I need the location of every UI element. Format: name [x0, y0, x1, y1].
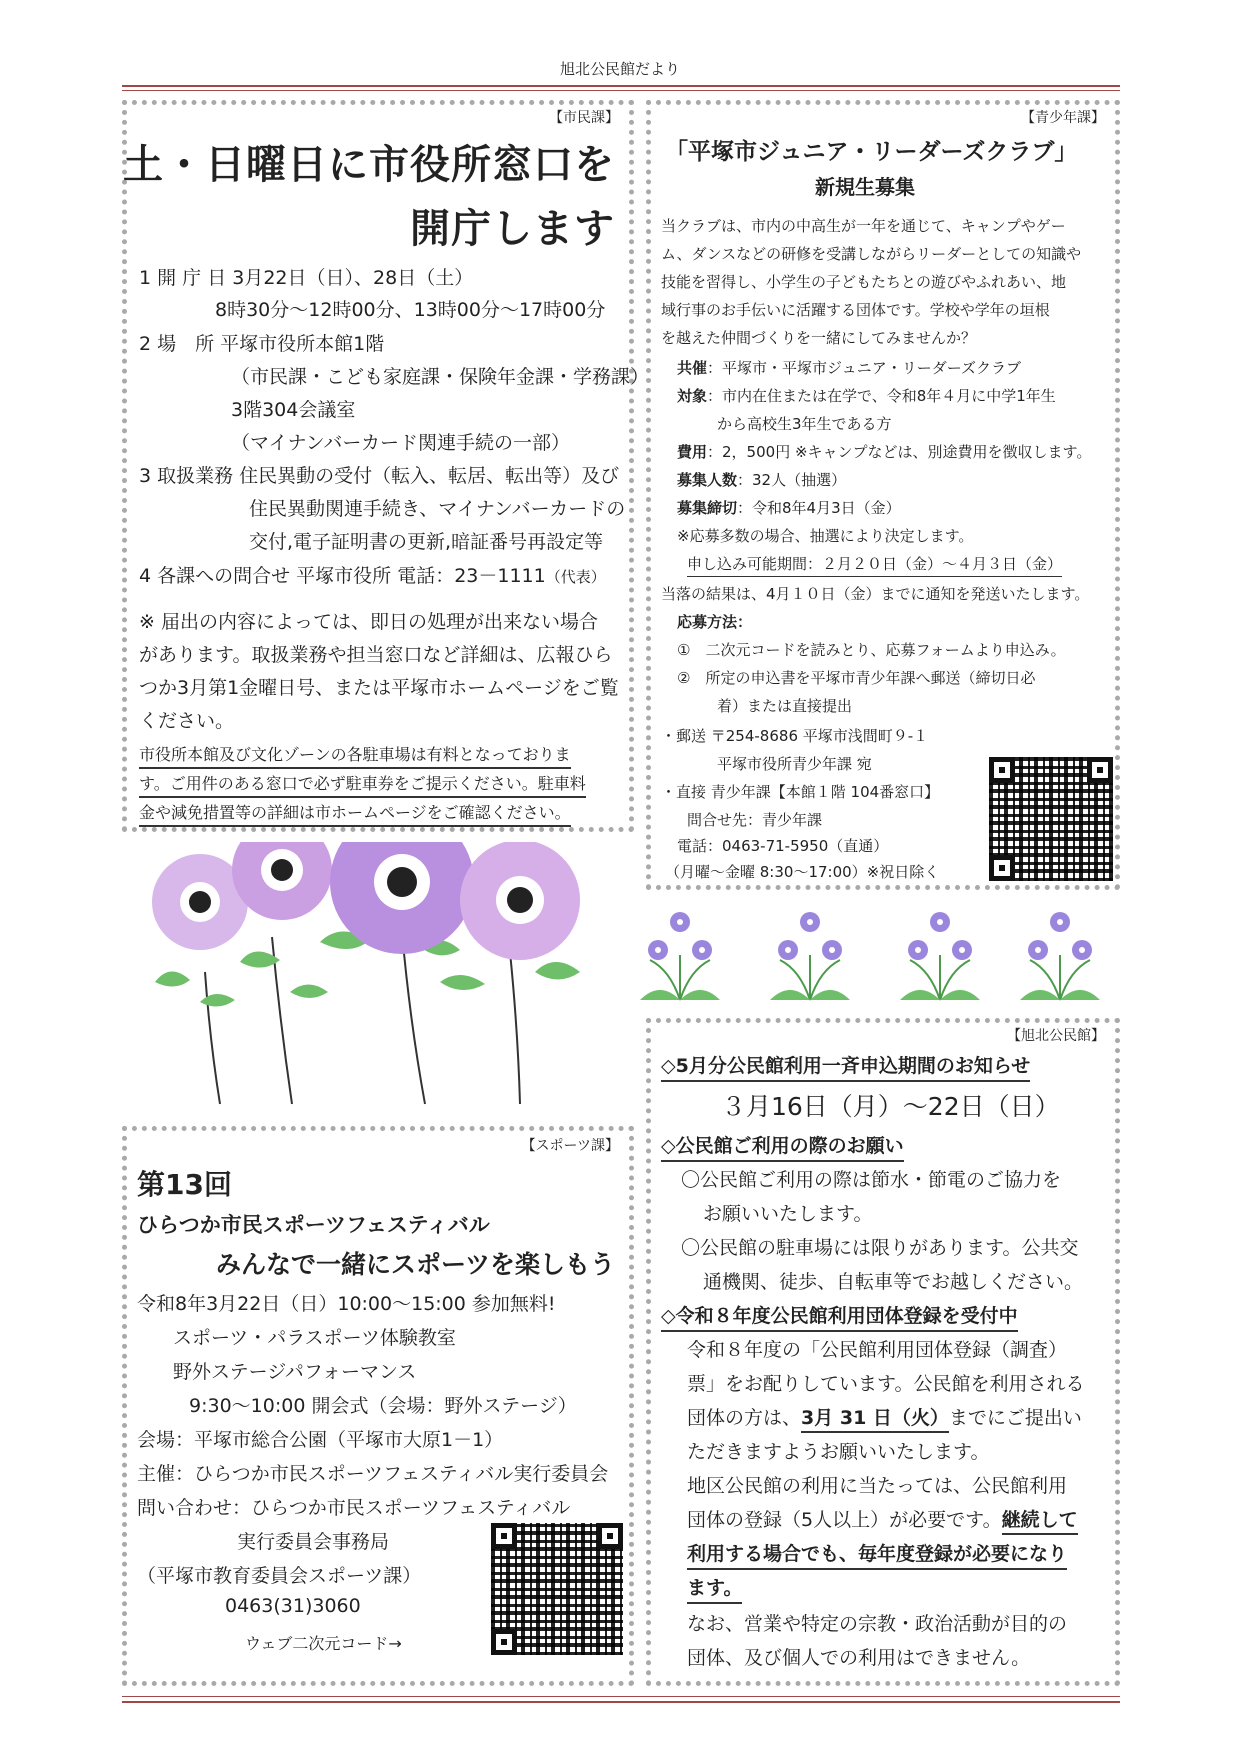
kominkan-para: 令和８年度の「公民館利用団体登録（調査） — [687, 1339, 1068, 1361]
shimin-contact-text: 4 各課への問合せ 平塚市役所 電話：23－1111 — [139, 565, 546, 587]
shimin-note: があります。取扱業務や担当窓口など詳細は、広報ひら — [139, 644, 613, 666]
kominkan-heading-request: ◇公民館ご利用の際のお願い — [661, 1131, 904, 1162]
sports-section — [122, 1126, 634, 1686]
newsletter-title: 旭北公民館だより — [559, 60, 680, 78]
sports-title-slogan: みんなで一緒にスポーツを楽しもう — [215, 1250, 615, 1279]
kominkan-para: ただきますようお願いいたします。 — [687, 1441, 990, 1463]
kominkan-note: 〇公民館の駐車場には限りがあります。公共交 — [681, 1237, 1079, 1259]
qr-finder — [989, 855, 1015, 881]
shimin-contact-line — [139, 561, 606, 588]
kominkan-deadline: 3月 31 日（火） — [801, 1407, 949, 1433]
sports-title-edition: 第13回 — [137, 1168, 232, 1201]
shimin-line: 8時30分～12時00分、13時00分～17時00分 — [215, 299, 606, 321]
seishonen-ninzu: 募集人数：32人（抽選） — [677, 471, 847, 489]
shimin-contact-rep: （代表） — [545, 568, 606, 586]
shimin-line: 1 開 庁 日 3月22日（日）、28日（土） — [139, 267, 474, 289]
anemone-illustration — [140, 842, 640, 1112]
shimin-parking: 市役所本館及び文化ゾーンの各駐車場は有料となっておりま — [139, 742, 571, 769]
sports-line: 9:30～10:00 開会式（会場：野外ステージ） — [189, 1395, 577, 1417]
shimin-note: つか3月第1金曜日号、または平塚市ホームページをご覧 — [139, 677, 619, 699]
sports-line: 会場：平塚市総合公園（平塚市大原1－1） — [137, 1429, 504, 1451]
shimin-line: （マイナンバーカード関連手続の一部） — [231, 432, 570, 454]
kominkan-para: 地区公民館の利用に当たっては、公民館利用 — [687, 1475, 1068, 1497]
sports-line: 主催：ひらつか市民スポーツフェスティバル実行委員会 — [137, 1463, 609, 1485]
shimin-line: 3階304会議室 — [231, 399, 356, 421]
kominkan-para: 団体、及び個人での利用はできません。 — [687, 1647, 1031, 1669]
kominkan-heading-registration: ◇令和８年度公民館利用団体登録を受付中 — [661, 1301, 1018, 1332]
kominkan-para: 票」をお配りしています。公民館を利用される — [687, 1373, 1085, 1395]
footer-rule — [122, 1701, 1120, 1703]
header-rule — [122, 85, 1120, 87]
flower-4 — [460, 842, 580, 960]
shimin-line: 2 場 所 平塚市役所本館1階 — [139, 333, 385, 355]
seishonen-shimekiri: 募集締切：令和8年4月3日（金） — [677, 499, 901, 517]
seishonen-toiawase: 問合せ先：青少年課 — [687, 811, 823, 829]
qr-finder — [597, 1523, 623, 1549]
sports-line: 実行委員会事務局 — [237, 1531, 390, 1553]
sports-line: 問い合わせ：ひらつか市民スポーツフェスティバル — [137, 1497, 571, 1519]
footer-rule-thin — [122, 1696, 1120, 1697]
seishonen-yuso2: 平塚市役所青少年課 宛 — [717, 755, 872, 773]
seishonen-intro: ム、ダンスなどの研修を受講しながらリーダーとしての知識や — [661, 245, 1082, 263]
violet-illustration — [640, 900, 1120, 1020]
seishonen-dept-label: 【青少年課】 — [1021, 110, 1105, 126]
seishonen-yuso: ・郵送 〒254-8686 平塚市浅間町９-１ — [661, 727, 929, 745]
seishonen-hoho-label: 応募方法： — [677, 613, 753, 631]
seishonen-hoho2b: 着）または直接提出 — [717, 697, 853, 715]
seishonen-subtitle: 新規生募集 — [815, 175, 915, 199]
seishonen-kyosai: 共催：平塚市・平塚市ジュニア・リーダーズクラブ — [677, 359, 1021, 377]
kominkan-para-deadline: 団体の方は、3月 31 日（火）までにご提出い — [687, 1403, 1082, 1430]
sports-line: スポーツ・パラスポーツ体験教室 — [173, 1327, 456, 1349]
sports-line: （平塚市教育委員会スポーツ課） — [137, 1565, 422, 1587]
shimin-title-line1: 土・日曜日に市役所窓口を — [123, 142, 615, 188]
kominkan-para: なお、営業や特定の宗教・政治活動が目的の — [687, 1613, 1068, 1635]
shimin-line: 交付,電子証明書の更新,暗証番号再設定等 — [249, 531, 604, 553]
seishonen-section — [646, 100, 1120, 890]
seishonen-taisho: 対象：市内在住または在学で、令和8年４月に中学1年生 — [677, 387, 1056, 405]
shimin-title-line2: 開庁します — [410, 206, 615, 252]
seishonen-intro: 当クラブは、市内の中高生が一年を通じて、キャンプやゲー — [661, 217, 1066, 235]
seishonen-kikan: 申し込み可能期間：２月２０日（金）～４月３日（金） — [687, 553, 1062, 577]
shimin-note: ※ 届出の内容によっては、即日の処理が出来ない場合 — [139, 611, 598, 633]
seishonen-hoho1: ① 二次元コードを読みとり、応募フォームより申込み。 — [677, 641, 1066, 659]
shimin-line: 住民異動関連手続き、マイナンバーカードの — [249, 498, 626, 520]
seishonen-jikan: （月曜～金曜 8:30～17:00）※祝日除く — [665, 863, 940, 881]
seishonen-chokusetsu: ・直接 青少年課【本館１階 104番窓口】 — [661, 783, 940, 801]
kominkan-note: 〇公民館ご利用の際は節水・節電のご協力を — [681, 1169, 1062, 1191]
kominkan-para-required: 団体の登録（5人以上）が必要です。継続して — [687, 1505, 1078, 1532]
kominkan-apply-period: ３月16日（月）～22日（日） — [721, 1092, 1060, 1121]
seishonen-hoho2: ② 所定の申込書を平塚市青少年課へ郵送（締切日必 — [677, 669, 1036, 687]
kominkan-note: お願いいたします。 — [703, 1203, 873, 1225]
seishonen-title: 「平塚市ジュニア・リーダーズクラブ」 — [665, 139, 1078, 165]
shimin-line: 3 取扱業務 住民異動の受付（転入、転居、転出等）及び — [139, 465, 620, 487]
kominkan-note: 通機関、徒歩、自転車等でお越しください。 — [703, 1271, 1084, 1293]
seishonen-intro: 域行事のお手伝いに活躍する団体です。学校や学年の垣根 — [661, 301, 1050, 319]
sports-qr-hint: ウェブ二次元コード→ — [245, 1634, 402, 1653]
shimin-dept-label: 【市民課】 — [549, 110, 619, 126]
shimin-parking: す。ご用件のある窓口で必ず駐車券をご提示ください。駐車料 — [139, 771, 586, 798]
qr-finder — [989, 757, 1015, 783]
sports-qr-code[interactable] — [491, 1523, 623, 1655]
kominkan-heading-apply: ◇5月分公民館利用一斉申込期間のお知らせ — [661, 1051, 1030, 1082]
sports-dept-label: 【スポーツ課】 — [521, 1138, 619, 1154]
seishonen-denwa: 電話：0463-71-5950（直通） — [677, 837, 889, 855]
qr-finder — [1087, 757, 1113, 783]
shimin-note: ください。 — [139, 710, 235, 732]
qr-finder — [491, 1629, 517, 1655]
shimin-parking: 金や減免措置等の詳細は市ホームページをご確認ください。 — [139, 800, 571, 827]
seishonen-kekka: 当落の結果は、4月１０日（金）までに通知を発送いたします。 — [661, 585, 1090, 603]
seishonen-taisho2: から高校生3年生である方 — [717, 415, 892, 433]
qr-finder — [491, 1523, 517, 1549]
kominkan-para-emphasis: ます。 — [687, 1573, 742, 1604]
seishonen-intro: を越えた仲間づくりを一緒にしてみませんか？ — [661, 329, 977, 347]
seishonen-hiyo: 費用：2，500円 ※キャンプなどは、別途費用を徴収します。 — [677, 443, 1092, 461]
header-rule-thin — [122, 90, 1120, 91]
kominkan-para-emphasis: 利用する場合でも、毎年度登録が必要になり — [687, 1539, 1067, 1570]
sports-title-event: ひらつか市民スポーツフェスティバル — [137, 1213, 490, 1237]
sports-line: 令和8年3月22日（日）10:00～15:00 参加無料! — [137, 1293, 556, 1315]
sports-line: 野外ステージパフォーマンス — [173, 1361, 417, 1383]
seishonen-chusen: ※応募多数の場合、抽選により決定します。 — [677, 527, 974, 545]
seishonen-qr-code[interactable] — [989, 757, 1113, 881]
seishonen-intro: 技能を習得し、小学生の子どもたちとの遊びやふれあい、地 — [661, 273, 1067, 291]
sports-phone: 0463(31)3060 — [225, 1595, 361, 1617]
kominkan-section — [646, 1018, 1120, 1686]
shimin-section — [122, 100, 650, 832]
kominkan-dept-label: 【旭北公民館】 — [1007, 1028, 1105, 1044]
shimin-line: （市民課・こども家庭課・保険年金課・学務課） — [231, 366, 650, 388]
